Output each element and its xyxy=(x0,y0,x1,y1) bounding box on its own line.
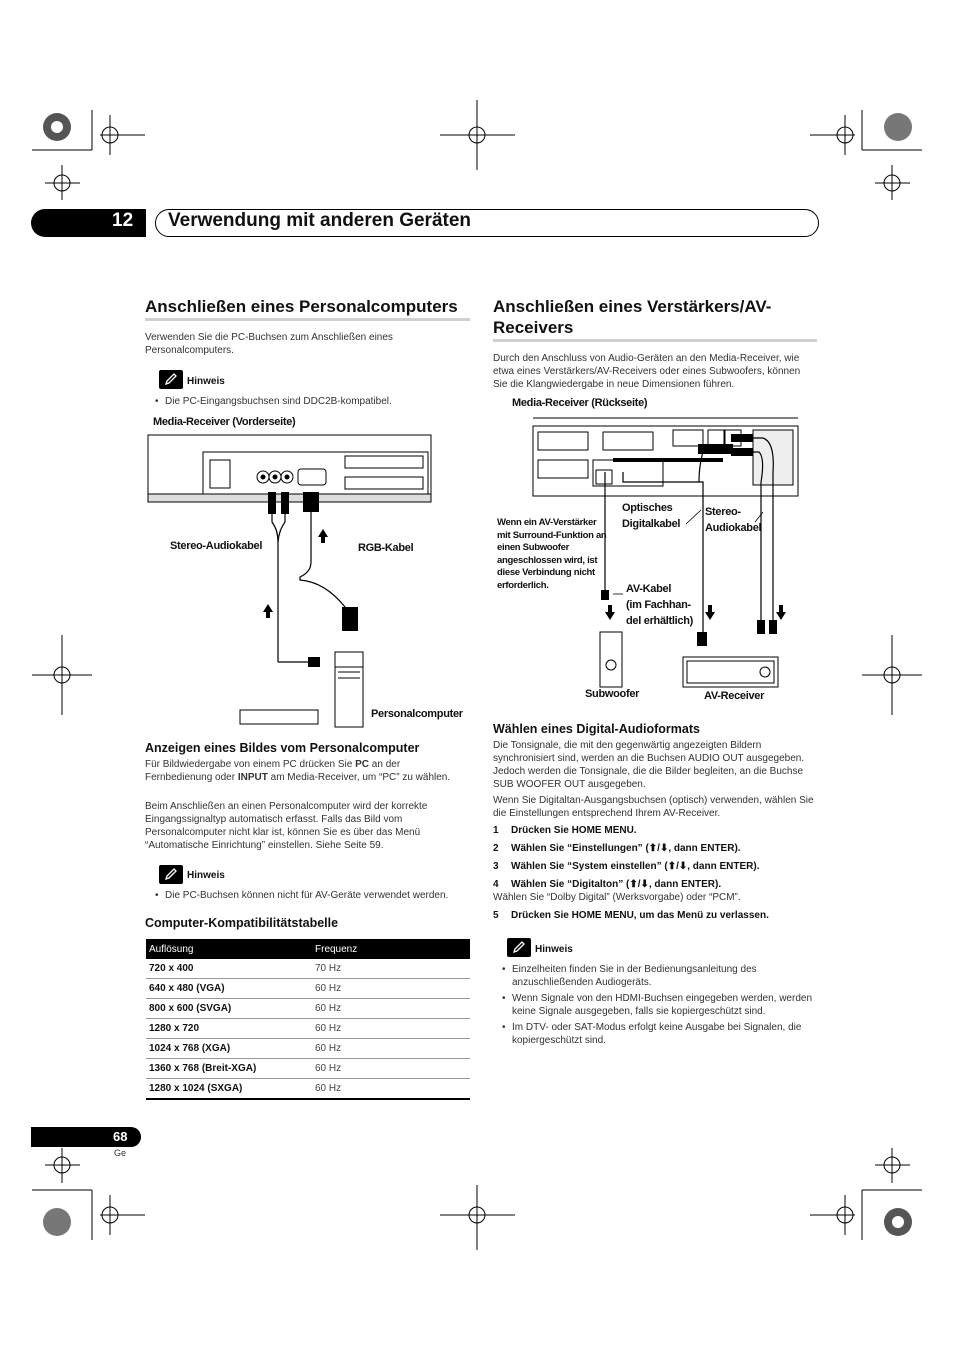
input-key: INPUT xyxy=(237,772,268,783)
column-header: Frequenz xyxy=(312,939,470,959)
step-number: 3 xyxy=(493,861,499,872)
pc-intro: Verwenden Sie die PC-Buchsen zum Anschließen eines Personalcomputers. xyxy=(145,332,393,356)
table-cell: 60 Hz xyxy=(312,979,470,999)
table-cell: 60 Hz xyxy=(312,999,470,1019)
table-row xyxy=(146,1079,470,1100)
steps-list xyxy=(493,824,813,927)
label-line: Stereo- xyxy=(705,506,741,518)
table-cell: 1360 x 768 (Breit-XGA) xyxy=(146,1059,312,1079)
step-number: 1 xyxy=(493,825,499,836)
table-cell: 1024 x 768 (XGA) xyxy=(146,1039,312,1059)
step-item xyxy=(493,878,813,891)
step-item xyxy=(493,909,813,922)
note-item: • Die PC-Buchsen können nicht für AV-Geräte verwendet werden. xyxy=(155,889,475,902)
display-paragraph-1 xyxy=(145,758,465,784)
label-line: Optisches xyxy=(622,502,673,514)
display-image-heading: Anzeigen eines Bildes vom Personalcomputer xyxy=(145,741,420,755)
section-heading-av xyxy=(493,296,771,338)
page-language: Ge xyxy=(114,1148,127,1158)
label-line: del erhältlich) xyxy=(626,615,694,627)
table-cell: 70 Hz xyxy=(312,959,470,979)
step-note: Wählen Sie “Dolby Digital” (Werksvorgabe) oder “PCM”. xyxy=(493,892,741,903)
step-item xyxy=(493,842,813,855)
note-list xyxy=(155,889,475,905)
note-label: Hinweis xyxy=(187,376,225,387)
chapter-number: 12 xyxy=(112,210,134,231)
format-paragraph-1: Die Tonsignale, die mit den gegenwärtig angezeigten Bildern synchronisiert sind, werden an die Buchsen AUDIO OUT ausgegeben. Jedoch werden die Tonsignale, die die Bilder begleiten, an die Buchse SUB WOOFER OUT ausgegeben. xyxy=(493,740,805,790)
av-cable-label xyxy=(626,581,693,629)
note-label: Hinweis xyxy=(535,944,573,955)
step-text: Wählen Sie “Einstellungen” (⬆/⬇, dann ENTER). xyxy=(511,843,741,854)
table-cell: 60 Hz xyxy=(312,1079,470,1100)
personal-computer-label: Personalcomputer xyxy=(371,708,463,720)
display-paragraph-2: Beim Anschließen an einen Personalcomputer wird der korrekte Eingangssignaltyp automatisch erfasst. Falls das Bild vom Personalcomputer nicht klar ist, können Sie es über das Menü “Automatische Einrichtung” einstellen. Siehe Seite 59. xyxy=(145,801,428,851)
text-run: am Media-Receiver, um “PC” zu wählen. xyxy=(267,772,451,783)
note-pencil-icon xyxy=(159,865,183,884)
optical-cable-label xyxy=(622,500,680,532)
compatibility-table xyxy=(146,939,470,1100)
heading-line: Receivers xyxy=(493,318,574,337)
stereo-cable-label xyxy=(705,504,761,536)
front-panel-label: Media-Receiver (Vorderseite) xyxy=(153,416,296,428)
av-receiver-label: AV-Receiver xyxy=(704,690,765,702)
note-item: • Einzelheiten finden Sie in der Bedienungsanleitung des anzuschließenden Audiogeräts. xyxy=(502,963,814,989)
pc-key: PC xyxy=(355,759,370,770)
step-number: 5 xyxy=(493,910,499,921)
column-header: Auflösung xyxy=(146,939,312,959)
text-run: an der Fernbedienung oder xyxy=(145,759,401,783)
step-text: Wählen Sie “System einstellen” (⬆/⬇, dann ENTER). xyxy=(511,861,760,872)
table-row xyxy=(146,979,470,999)
label-line: Audiokabel xyxy=(705,522,762,534)
note-list xyxy=(155,395,465,411)
table-row xyxy=(146,1039,470,1059)
format-paragraph-2: Wenn Sie Digitaltan-Ausgangsbuchsen (optisch) verwenden, wählen Sie die Einstellungen entsprechend Ihrem AV-Receiver. xyxy=(493,795,814,819)
pc-connection-diagram xyxy=(145,432,435,732)
step-text: Drücken Sie HOME MENU, um das Menü zu verlassen. xyxy=(511,910,769,921)
step-item xyxy=(493,824,813,837)
compat-table-heading: Computer-Kompatibilitätstabelle xyxy=(145,916,339,930)
table-row xyxy=(146,1019,470,1039)
av-intro: Durch den Anschluss von Audio-Geräten an den Media-Receiver, wie etwa eines Verstärkers/AV-Receivers oder eines Subwoofers, können Sie die Klangwiedergabe in neue Dimensionen führen. xyxy=(493,353,801,390)
step-text: Drücken Sie HOME MENU. xyxy=(511,825,637,836)
note-pencil-icon xyxy=(159,370,183,389)
table-cell: 720 x 400 xyxy=(146,959,312,979)
page-number: 68 xyxy=(113,1129,128,1144)
step-number: 4 xyxy=(493,879,499,890)
subwoofer-label: Subwoofer xyxy=(585,688,640,700)
section-rule xyxy=(493,339,817,342)
table-header-row xyxy=(146,939,470,959)
table-row xyxy=(146,1059,470,1079)
section-heading-pc: Anschließen eines Personalcomputers xyxy=(145,297,458,316)
label-line: Digitalkabel xyxy=(622,518,681,530)
note-label: Hinweis xyxy=(187,870,225,881)
heading-line: Anschließen eines Verstärkers/AV- xyxy=(493,297,772,316)
text-run: Für Bildwiedergabe von einem PC drücken Sie xyxy=(145,759,356,770)
label-line: (im Fachhan- xyxy=(626,599,691,611)
table-cell: 60 Hz xyxy=(312,1019,470,1039)
section-rule xyxy=(145,318,470,321)
chapter-title: Verwendung mit anderen Geräten xyxy=(168,210,472,231)
rear-panel-label: Media-Receiver (Rückseite) xyxy=(512,397,648,409)
label-line: AV-Kabel xyxy=(626,583,672,595)
table-cell: 640 x 480 (VGA) xyxy=(146,979,312,999)
table-row xyxy=(146,999,470,1019)
digital-format-heading: Wählen eines Digital-Audioformats xyxy=(493,722,700,736)
step-text: Wählen Sie “Digitalton” (⬆/⬇, dann ENTER). xyxy=(511,879,722,890)
step-number: 2 xyxy=(493,843,499,854)
table-cell: 60 Hz xyxy=(312,1059,470,1079)
table-cell: 800 x 600 (SVGA) xyxy=(146,999,312,1019)
note-item: • Die PC-Eingangsbuchsen sind DDC2B-kompatibel. xyxy=(155,395,465,408)
note-item: • Wenn Signale von den HDMI-Buchsen eingegeben werden, werden keine Signale ausgegeben, falls sie kopiergeschützt sind. xyxy=(502,992,814,1018)
table-cell: 60 Hz xyxy=(312,1039,470,1059)
table-cell: 1280 x 720 xyxy=(146,1019,312,1039)
surround-note: Wenn ein AV-Verstärker mit Surround-Funktion an einen Subwoofer angeschlossen wird, ist diese Verbindung nicht erforderlich. xyxy=(497,517,607,591)
table-row xyxy=(146,959,470,979)
note-list xyxy=(502,963,814,1050)
note-pencil-icon xyxy=(507,938,531,957)
step-item xyxy=(493,860,813,873)
note-item: • Im DTV- oder SAT-Modus erfolgt keine Ausgabe bei Signalen, die kopiergeschützt sind. xyxy=(502,1021,814,1047)
table-cell: 1280 x 1024 (SXGA) xyxy=(146,1079,312,1100)
rgb-cable-label: RGB-Kabel xyxy=(358,542,414,554)
stereo-audio-cable-label: Stereo-Audiokabel xyxy=(170,540,263,552)
